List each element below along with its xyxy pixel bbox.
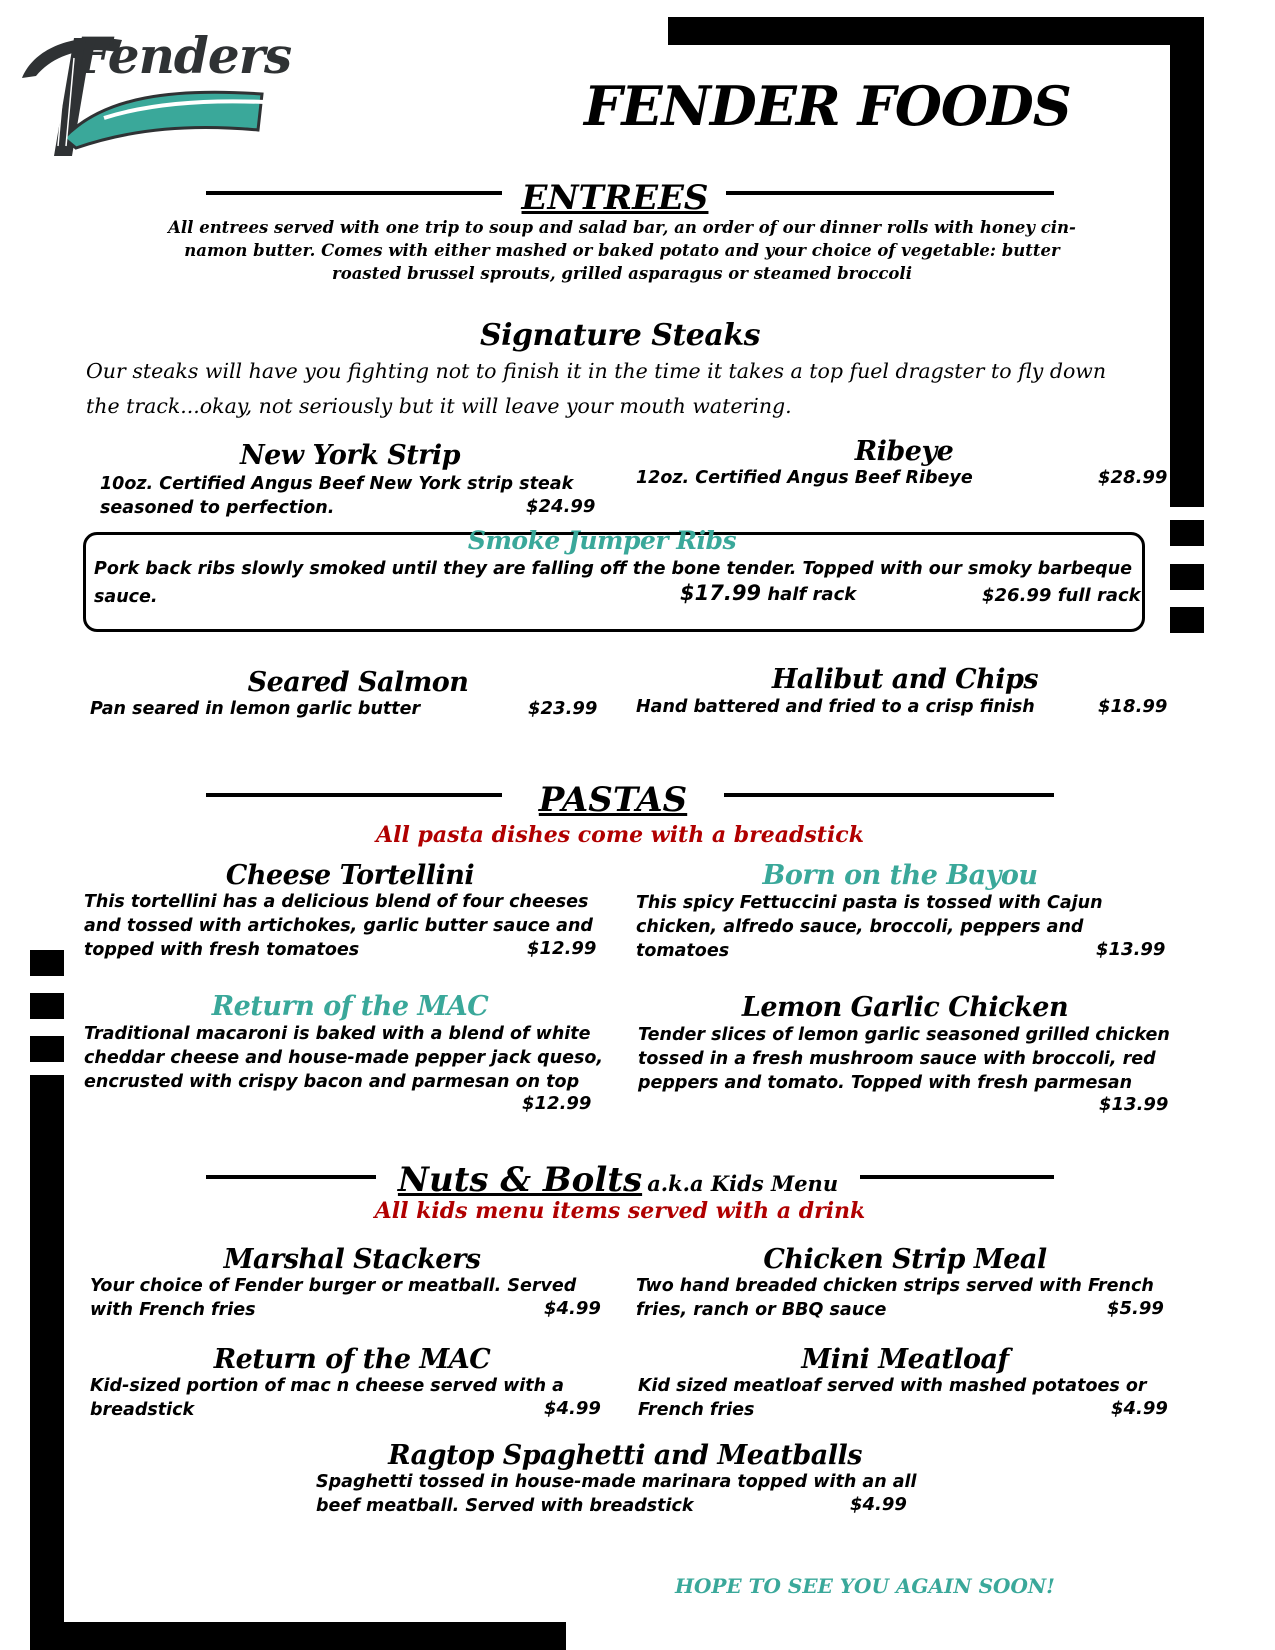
desc-line: Tender slices of lemon garlic seasoned grilled chicken [638, 1025, 1170, 1045]
entrees-rule-right [726, 191, 1054, 195]
desc-line: fries, ranch or BBQ sauce [636, 1300, 887, 1320]
item-name-cheese-tortellini: Cheese Tortellini [225, 860, 475, 891]
item-name-born-on-the-bayou: Born on the Bayou [762, 860, 1038, 891]
desc-line: Hand battered and fried to a crisp finish [636, 697, 1035, 717]
item-name-new-york-strip: New York Strip [239, 440, 461, 471]
item-name-ribeye: Ribeye [854, 436, 954, 467]
entrees-heading: ENTREES [521, 178, 709, 218]
frame-left-square-2 [30, 993, 64, 1019]
desc-line: Pork back ribs slowly smoked until they are falling off the bone tender. Topped with our smoky barbeque [94, 559, 1133, 579]
item-price-new-york-strip: $24.99 [526, 496, 596, 517]
desc-line: encrusted with crispy bacon and parmesan on top [84, 1072, 580, 1092]
item-desc-seared-salmon [90, 697, 520, 721]
item-price-ragtop-spaghetti: $4.99 [850, 1494, 907, 1515]
page-title: FENDER FOODS [584, 74, 1071, 138]
desc-line: Spaghetti tossed in house-made marinara topped with an all [316, 1472, 917, 1492]
frame-right-square-1 [1170, 520, 1204, 546]
desc-line: 12oz. Certified Angus Beef Ribeye [636, 468, 973, 488]
tagline-line: Our steaks will have you fighting not to finish it in the time it takes a top fuel dragster to fly down [86, 359, 1107, 383]
desc-line: tossed in a fresh mushroom sauce with broccoli, red [638, 1049, 1156, 1069]
item-price-lemon-garlic-chicken: $13.99 [1099, 1094, 1169, 1115]
tagline-line: the track...okay, not seriously but it will leave your mouth watering. [86, 394, 792, 418]
pastas-rule-right [724, 793, 1054, 797]
desc-line: cheddar cheese and house-made pepper jack queso, [84, 1048, 604, 1068]
entrees-note-line: roasted brussel sprouts, grilled asparagus or steamed broccoli [332, 264, 912, 283]
item-price-seared-salmon: $23.99 [528, 698, 598, 719]
entrees-note-line: namon butter. Comes with either mashed or baked potato and your choice of vegetable: butter [184, 241, 1060, 260]
item-price-ribeye: $28.99 [1098, 467, 1168, 488]
desc-line: This tortellini has a delicious blend of four cheeses [84, 892, 589, 912]
item-name-chicken-strip-meal: Chicken Strip Meal [763, 1244, 1047, 1275]
kids-rule-right [860, 1175, 1054, 1179]
item-price-cheese-tortellini: $12.99 [527, 938, 597, 959]
item-desc-chicken-strip-meal [636, 1274, 1176, 1322]
frame-top-bar [668, 17, 1204, 45]
desc-line: 10oz. Certified Angus Beef New York strip steak [100, 474, 574, 494]
desc-line: Pan seared in lemon garlic butter [90, 699, 421, 719]
half-rack-label: half rack [767, 584, 857, 605]
fenders-logo [14, 18, 292, 158]
item-desc-lemon-garlic-chicken [638, 1023, 1178, 1095]
item-price-return-of-the-mac: $12.99 [522, 1093, 592, 1114]
item-price-halibut-and-chips: $18.99 [1098, 696, 1168, 717]
item-price-mini-meatloaf: $4.99 [1111, 1398, 1168, 1419]
pastas-heading: PASTAS [538, 780, 688, 820]
item-name-return-of-the-mac: Return of the MAC [211, 991, 489, 1022]
item-name-smoke-jumper-ribs: Smoke Jumper Ribs [467, 526, 737, 555]
pastas-rule-left [206, 793, 502, 797]
entrees-note [80, 216, 1164, 285]
frame-left-bar [30, 1075, 64, 1650]
logo-wordmark: Fenders [76, 26, 292, 85]
item-name-ragtop-spaghetti: Ragtop Spaghetti and Meatballs [388, 1440, 862, 1471]
desc-line: breadstick [90, 1400, 195, 1420]
kids-rule-left [206, 1175, 376, 1179]
kids-subheading: a.k.a Kids Menu [647, 1171, 839, 1196]
item-desc-new-york-strip [100, 472, 600, 520]
item-desc-marshal-stackers [90, 1274, 610, 1322]
desc-line: This spicy Fettuccini pasta is tossed with Cajun [636, 893, 1103, 913]
item-desc-mini-meatloaf [638, 1374, 1158, 1422]
signature-steaks-heading: Signature Steaks [479, 318, 761, 353]
item-price-marshal-stackers: $4.99 [544, 1298, 601, 1319]
kids-note: All kids menu items served with a drink [374, 1198, 866, 1224]
item-desc-ragtop-spaghetti [316, 1470, 936, 1518]
desc-line: seasoned to perfection. [100, 498, 335, 518]
frame-left-square-3 [30, 1036, 64, 1062]
desc-line: peppers and tomato. Topped with fresh parmesan [638, 1073, 1133, 1093]
pastas-note: All pasta dishes come with a breadstick [376, 822, 864, 848]
desc-line: Kid sized meatloaf served with mashed potatoes or [638, 1376, 1147, 1396]
desc-line: French fries [638, 1400, 755, 1420]
item-name-seared-salmon: Seared Salmon [247, 667, 469, 698]
frame-right-square-3 [1170, 607, 1204, 633]
desc-line: Traditional macaroni is baked with a blend of white [84, 1024, 591, 1044]
desc-line: beef meatball. Served with breadstick [316, 1496, 694, 1516]
entrees-note-line: All entrees served with one trip to soup and salad bar, an order of our dinner rolls with honey cin- [168, 218, 1076, 237]
frame-right-square-2 [1170, 564, 1204, 590]
item-price-full-rack: $26.99 full rack [982, 585, 1141, 606]
item-name-lemon-garlic-chicken: Lemon Garlic Chicken [741, 992, 1069, 1023]
item-name-halibut-and-chips: Halibut and Chips [771, 664, 1039, 695]
signature-steaks-tagline [86, 354, 1156, 424]
desc-line: with French fries [90, 1300, 256, 1320]
frame-right-bar [1170, 17, 1204, 507]
item-price-chicken-strip-meal: $5.99 [1107, 1298, 1164, 1319]
desc-line: chicken, alfredo sauce, broccoli, peppers and [636, 917, 1084, 937]
item-price-kids-return-of-the-mac: $4.99 [544, 1398, 601, 1419]
item-desc-return-of-the-mac [84, 1022, 614, 1094]
desc-line: Your choice of Fender burger or meatball. Served [90, 1276, 577, 1296]
desc-line: and tossed with artichokes, garlic butter sauce and [84, 916, 593, 936]
footer-message: HOPE TO SEE YOU AGAIN SOON! [675, 1574, 1055, 1598]
item-desc-kids-return-of-the-mac [90, 1374, 610, 1422]
desc-line: tomatoes [636, 941, 730, 961]
item-desc-halibut-and-chips [636, 695, 1086, 719]
item-desc-born-on-the-bayou [636, 891, 1136, 963]
frame-left-square-1 [30, 950, 64, 976]
item-name-marshal-stackers: Marshal Stackers [223, 1244, 481, 1275]
item-price-half-rack [680, 581, 856, 605]
kids-heading-row [376, 1160, 860, 1200]
desc-line: Kid-sized portion of mac n cheese served with a [90, 1376, 564, 1396]
entrees-rule-left [206, 191, 502, 195]
half-rack-price: $17.99 [680, 581, 762, 605]
item-price-born-on-the-bayou: $13.99 [1096, 939, 1166, 960]
frame-bottom-bar [30, 1622, 566, 1650]
desc-line: Two hand breaded chicken strips served with French [636, 1276, 1154, 1296]
item-name-kids-return-of-the-mac: Return of the MAC [213, 1344, 491, 1375]
item-name-mini-meatloaf: Mini Meatloaf [801, 1344, 1009, 1375]
kids-heading: Nuts & Bolts [397, 1160, 643, 1200]
item-desc-ribeye [636, 466, 1096, 490]
desc-line: topped with fresh tomatoes [84, 940, 360, 960]
desc-line: sauce. [94, 587, 158, 607]
